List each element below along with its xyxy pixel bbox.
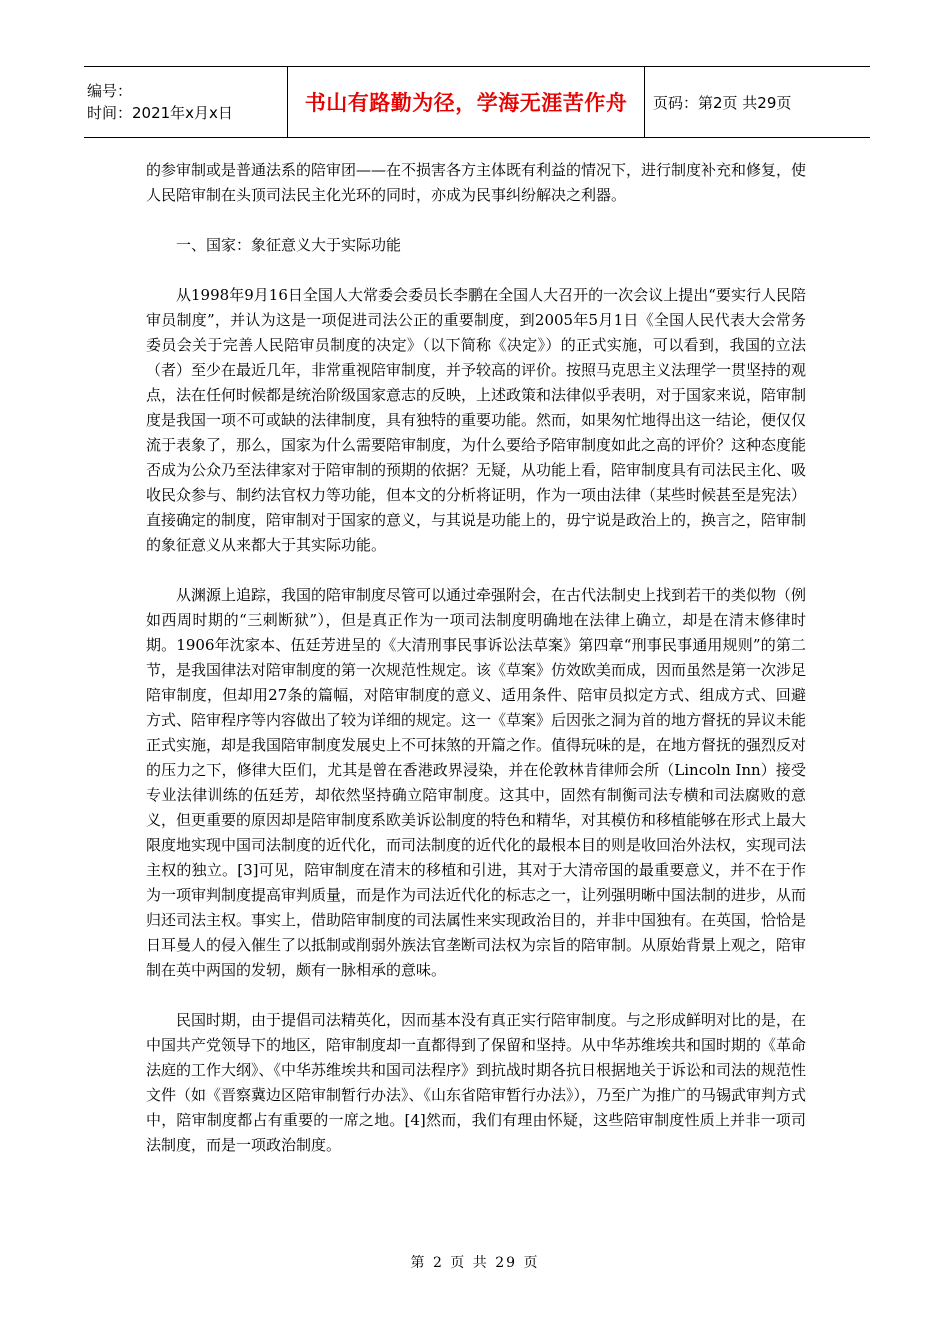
number-label: 编号：	[87, 82, 133, 100]
paragraph: 民国时期，由于提倡司法精英化，因而基本没有真正实行陪审制度。与之形成鲜明对比的是，在中国共产党领导下的地区，陪审制度却一直都得到了保留和坚持。从中华苏维埃共和国时期的《革命法庭的工作大纲》、《中华苏维埃共和国司法程序》到抗战时期各抗日根据地关于诉讼和司法的规范性文件（如《晋察冀边区陪审制暂行办法》、《山东省陪审暂行办法》），乃至广为推广的马锡武审判方式中，陪审制度都占有重要的一席之地。[4]然而，我们有理由怀疑，这些陪审制度性质上并非一项司法制度，而是一项政治制度。	[146, 1011, 807, 1154]
paragraph: 从1998年9月16日全国人大常委会委员长李鹏在全国人大召开的一次会议上提出“要实行人民陪审员制度”，并认为这是一项促进司法公正的重要制度，到2005年5月1日《全国人民代表大会常务委员会关于完善人民陪审员制度的决定》（以下简称《决定》）的正式实施，可以看到，我国的立法（者）至少在最近几年，非常重视陪审制度，并予较高的评价。按照马克思主义法理学一贯坚持的观点，法在任何时候都是统治阶级国家意志的反映，上述政策和法律似乎表明，对于国家来说，陪审制度是我国一项不可或缺的法律制度，具有独特的重要功能。然而，如果匆忙地得出这一结论，便仅仅流于表象了，那么，国家为什么需要陪审制度，为什么要给予陪审制度如此之高的评价？这种态度能否成为公众乃至法律家对于陪审制的预期的依据？无疑，从功能上看，陪审制度具有司法民主化、吸收民众参与、制约法官权力等功能，但本文的分析将证明，作为一项由法律（某些时候甚至是宪法）直接确定的制度，陪审制对于国家的意义，与其说是功能上的，毋宁说是政治上的，换言之，陪审制的象征意义从来都大于其实际功能。	[146, 286, 807, 554]
section-heading: 一、国家：象征意义大于实际功能	[176, 236, 402, 254]
header-meta	[84, 67, 287, 137]
page-header	[84, 66, 870, 138]
header-page-info: 页码：第2页 共29页	[653, 93, 792, 112]
paragraph: 从渊源上追踪，我国的陪审制度尽管可以通过牵强附会，在古代法制史上找到若干的类似物（例如西周时期的“三刺断狱”），但是真正作为一项司法制度明确地在法律上确立，却是在清末修律时期。1906年沈家本、伍廷芳进呈的《大清刑事民事诉讼法草案》第四章“刑事民事通用规则”的第二节，是我国律法对陪审制度的第一次规范性规定。该《草案》仿效欧美而成，因而虽然是第一次涉足陪审制度，但却用27条的篇幅，对陪审制度的意义、适用条件、陪审员拟定方式、组成方式、回避方式、陪审程序等内容做出了较为详细的规定。这一《草案》后因张之洞为首的地方督抚的异议未能正式实施，却是我国陪审制度发展史上不可抹煞的开篇之作。值得玩味的是，在地方督抚的强烈反对的压力之下，修律大臣们，尤其是曾在香港政界浸染，并在伦敦林肯律师会所（Lincoln Inn）接受专业法律训练的伍廷芳，却依然坚持确立陪审制度。这其中，固然有制衡司法专横和司法腐败的意义，但更重要的原因却是陪审制度系欧美诉讼制度的特色和精华，对其模仿和移植能够在形式上最大限度地实现中国司法制度的近代化，而司法制度的近代化的最根本目的则是收回治外法权，实现司法主权的独立。[3]可见，陪审制度在清末的移植和引进，其对于大清帝国的最重要意义，并不在于作为一项审判制度提高审判质量，而是作为司法近代化的标志之一，让列强明晰中国法制的进步，从而归还司法主权。事实上，借助陪审制度的司法属性来实现政治目的，并非中国独有。在英国，恰恰是日耳曼人的侵入催生了以抵制或削弱外族法官垄断司法权为宗旨的陪审制。从原始背景上观之，陪审制在英中两国的发轫，颇有一脉相承的意味。	[146, 586, 807, 979]
page-footer: 第 2 页 共 29 页	[410, 1255, 540, 1271]
document-body	[146, 158, 806, 1158]
header-motto: 书山有路勤为径，学海无涯苦作舟	[287, 67, 645, 137]
paragraph-continuation: 的参审制或是普通法系的陪审团——在不损害各方主体既有利益的情况下，进行制度补充和修复，使人民陪审制在头顶司法民主化光环的同时，亦成为民事纠纷解决之利器。	[146, 161, 807, 204]
time-label: 时间：2021年x月x日	[87, 104, 233, 122]
